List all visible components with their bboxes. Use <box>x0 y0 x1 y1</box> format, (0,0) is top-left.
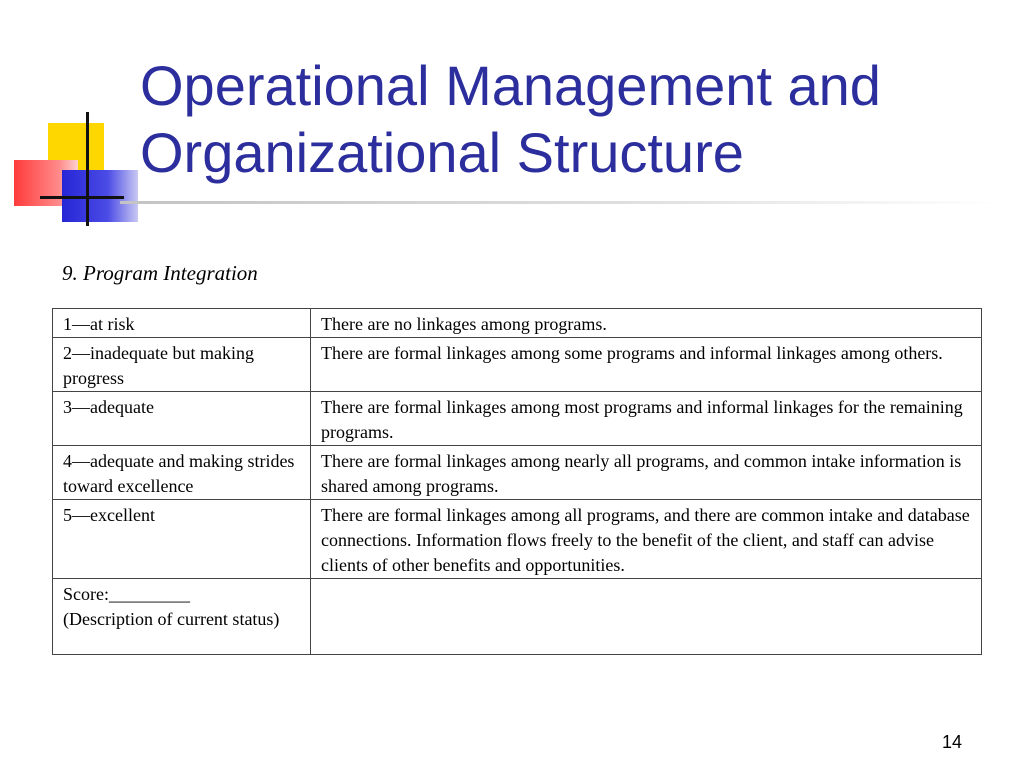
level-cell: 4—adequate and making strides toward excellence <box>53 446 311 500</box>
description-cell: There are formal linkages among nearly all programs, and common intake information is shared among programs. <box>311 446 982 500</box>
logo-vertical-line <box>86 112 89 226</box>
page-number: 14 <box>941 732 962 752</box>
section-subtitle: 9. Program Integration <box>62 261 258 285</box>
table-row <box>53 500 982 579</box>
level-cell: 5—excellent <box>53 500 311 579</box>
level-cell: 3—adequate <box>53 392 311 446</box>
slide-title <box>140 52 1000 186</box>
score-cell <box>53 579 311 655</box>
title-line-2: Organizational Structure <box>140 121 744 184</box>
title-divider <box>120 201 1000 204</box>
table-row <box>53 392 982 446</box>
slide-logo-decoration <box>0 0 150 240</box>
level-cell: 1—at risk <box>53 309 311 338</box>
description-cell: There are formal linkages among most programs and informal linkages for the remaining programs. <box>311 392 982 446</box>
score-label: Score:_________ <box>63 584 190 604</box>
table-row <box>53 309 982 338</box>
description-cell: There are formal linkages among some programs and informal linkages among others. <box>311 338 982 392</box>
description-cell: There are no linkages among programs. <box>311 309 982 338</box>
title-line-1: Operational Management and <box>140 54 881 117</box>
score-description-cell <box>311 579 982 655</box>
table-row <box>53 446 982 500</box>
logo-horizontal-line <box>40 196 124 199</box>
rubric-table <box>52 308 982 655</box>
level-cell: 2—inadequate but making progress <box>53 338 311 392</box>
score-note: (Description of current status) <box>63 609 280 629</box>
description-cell: There are formal linkages among all programs, and there are common intake and database connections. Information flows freely to the benefit of the client, and staff can advise clients of other benefits and opportunities. <box>311 500 982 579</box>
score-row <box>53 579 982 655</box>
table-row <box>53 338 982 392</box>
